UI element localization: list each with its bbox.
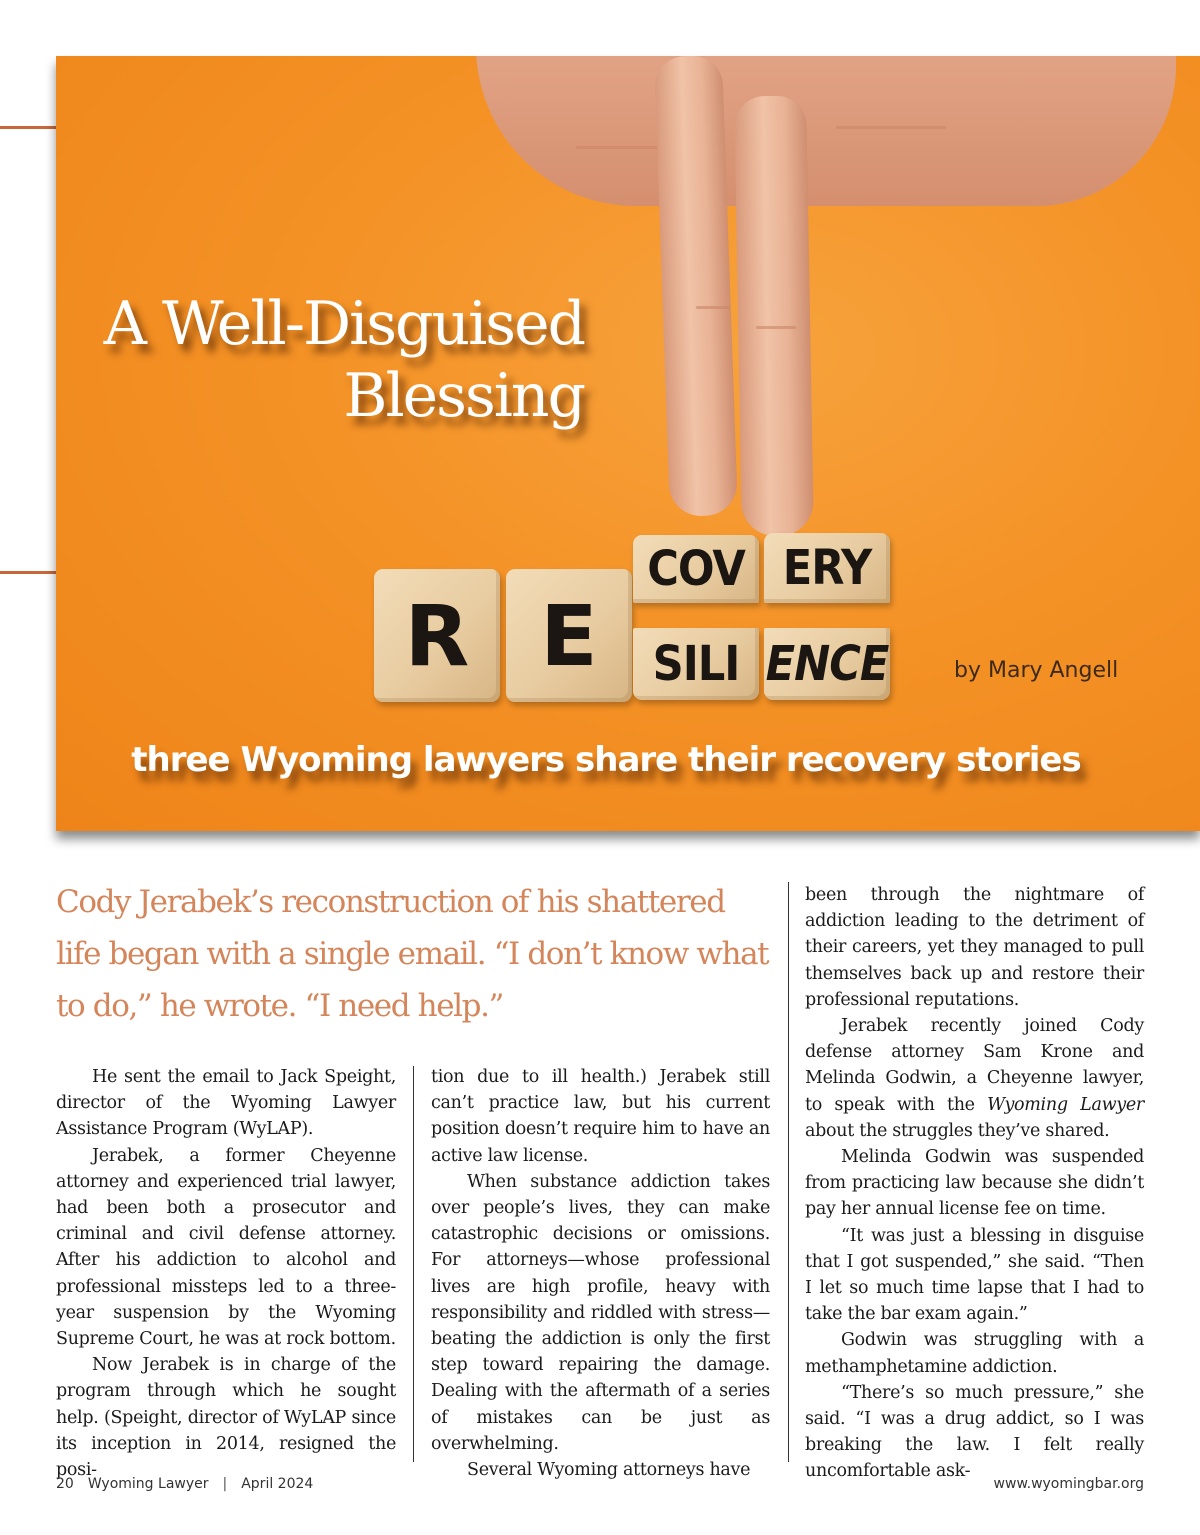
paragraph: Melinda Godwin was suspended from practicing law because she didn’t pay her annual license fee on time.: [805, 1147, 1144, 1220]
middle-finger: [734, 95, 814, 536]
publication-name: Wyoming Lawyer: [987, 1094, 1144, 1115]
wood-cube-cov: COV: [633, 535, 759, 603]
wood-cube-ery: ERY: [764, 533, 890, 603]
publication-name: Wyoming Lawyer: [87, 1476, 209, 1492]
paragraph: Jerabek, a former Cheyenne attorney and experienced trial lawyer, had been both a prosecutor and criminal and civil defense attorney. After his addiction to alcohol and professional missteps led to a three-year suspension by the Wyoming Supreme Court, he was at rock bottom.: [56, 1145, 396, 1350]
wood-cube-r: R: [374, 569, 500, 702]
title-line-2: Blessing: [343, 361, 584, 431]
side-rule-bottom: [0, 571, 56, 574]
hero-image: [56, 56, 1200, 831]
website-link[interactable]: www.wyomingbar.org: [993, 1476, 1144, 1492]
body-column-2: [431, 1064, 770, 1483]
title-line-1: A Well-Disguised: [103, 289, 584, 359]
paragraph: tion due to ill health.) Jerabek still can’t practice law, but his current position doesn’t require him to have an active law license.: [431, 1067, 770, 1166]
body-column-1: [56, 1064, 396, 1483]
lede-paragraph: Cody Jerabek’s reconstruction of his shattered life began with a single email. “I don’t know what to do,” he wrote. “I need help.”: [56, 884, 769, 1024]
hand-knuckles: [476, 56, 1176, 206]
article-title: [56, 288, 584, 432]
byline: by Mary Angell: [954, 658, 1119, 683]
paragraph: Jerabek recently joined Cody defense attorney Sam Krone and Melinda Godwin, a Cheyenne lawyer, to speak with the Wyoming Lawyer about the struggles they’ve shared.: [805, 1016, 1144, 1141]
paragraph: When substance addiction takes over people’s lives, they can make catastrophic decisions or omissions. For attorneys—whose professional lives are high profile, heavy with responsibility and riddled with stress—beating the addiction is only the first step toward repairing the damage. Dealing with the aftermath of a series of mistakes can be just as overwhelming.: [431, 1171, 770, 1454]
wood-cube-e: E: [506, 569, 632, 702]
wood-cube-sili: SILI: [633, 628, 759, 700]
issue-date: April 2024: [241, 1476, 314, 1492]
page-number: 20: [56, 1476, 74, 1492]
side-rule-top: [0, 126, 56, 129]
paragraph: “It was just a blessing in disguise that I got suspended,” she said. “Then I let so much time lapse that I had to take the bar exam again.”: [805, 1225, 1144, 1325]
footer-separator: |: [222, 1476, 228, 1492]
paragraph: Now Jerabek is in charge of the program through which he sought help. (Speight, director of WyLAP since its inception in 2014, resigned the posi-: [56, 1355, 396, 1481]
paragraph: Several Wyoming attorneys have: [467, 1460, 751, 1481]
article-subtitle: three Wyoming lawyers share their recovery stories: [131, 740, 1081, 780]
page-footer: [56, 1476, 313, 1492]
column-divider: [788, 882, 789, 1462]
paragraph: been through the nightmare of addiction leading to the detriment of their careers, yet they managed to pull themselves back up and restore their professional reputations.: [805, 885, 1144, 1010]
paragraph: “There’s so much pressure,” she said. “I was a drug addict, so I was breaking the law. I felt really uncomfortable ask-: [805, 1382, 1144, 1482]
paragraph: He sent the email to Jack Speight, director of the Wyoming Lawyer Assistance Program (WyLAP).: [56, 1067, 396, 1140]
wood-cube-ence: ENCE: [764, 628, 890, 700]
paragraph: Godwin was struggling with a methamphetamine addiction.: [805, 1330, 1144, 1377]
body-column-3: [805, 882, 1144, 1485]
column-divider: [413, 1066, 414, 1462]
